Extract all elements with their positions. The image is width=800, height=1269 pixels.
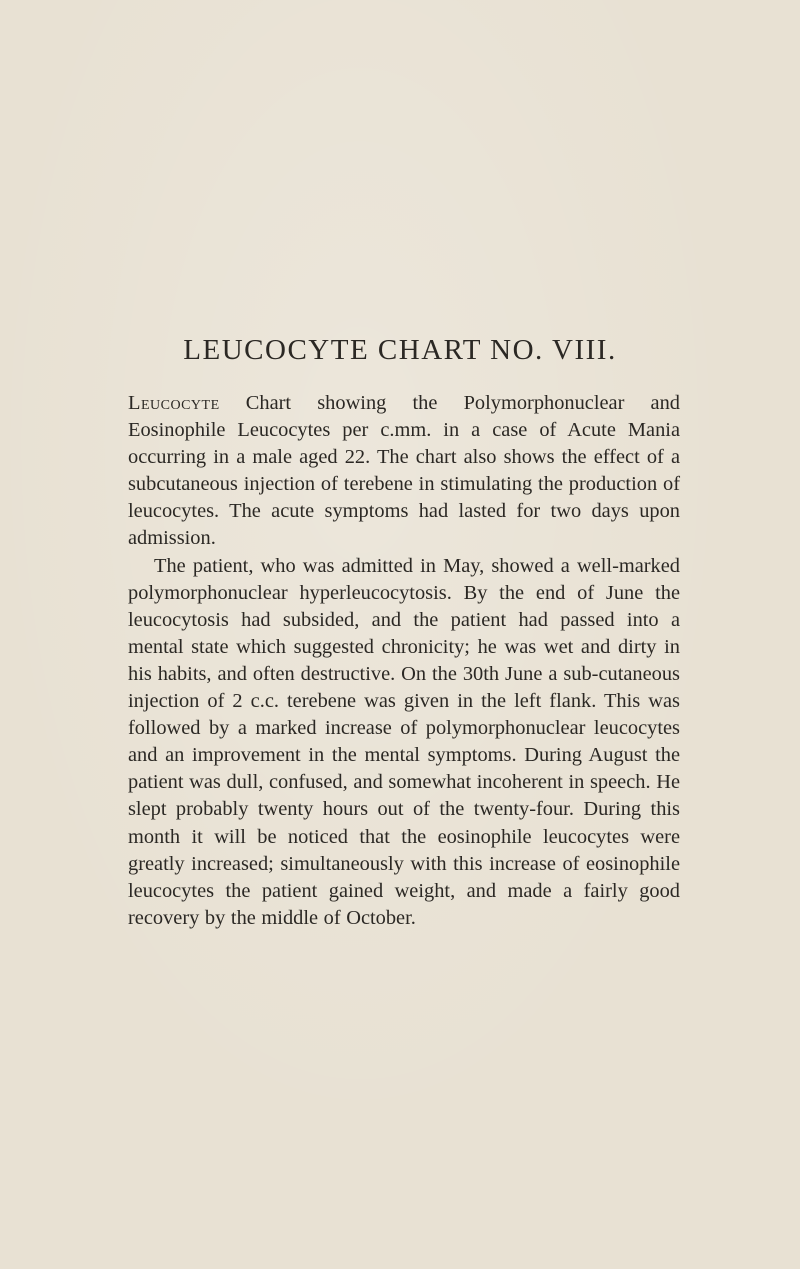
page-title: LEUCOCYTE CHART NO. VIII. xyxy=(183,334,617,366)
paragraph-1-text: Chart showing the Polymorphonuclear and Eosinophile Leucocytes per c.mm. in a case of Acute Mania occurring in a male aged 22. The chart also shows the effect of a subcutaneous injection of terebene in stimulating the production of leucocytes. The acute symptoms had lasted for two days upon admission. xyxy=(128,392,680,550)
lead-word: Leucocyte xyxy=(128,392,220,414)
paragraph-1 xyxy=(128,390,680,553)
paragraph-2: The patient, who was admitted in May, showed a well-marked polymorphonuclear hyperleucocytosis. By the end of June the leucocytosis had subsided, and the patient had passed into a mental state which suggested chronicity; he was wet and dirty in his habits, and often destructive. On the 30th June a sub-cutaneous injection of 2 c.c. terebene was given in the left flank. This was followed by a marked increase of polymorphonuclear leucocytes and an improvement in the mental symptoms. During August the patient was dull, confused, and somewhat incoherent in speech. He slept probably twenty hours out of the twenty-four. During this month it will be noticed that the eosinophile leucocytes were greatly increased; simultaneously with this increase of eosinophile leucocytes the patient gained weight, and made a fairly good recovery by the middle of October. xyxy=(128,554,680,929)
body-text xyxy=(128,390,680,932)
